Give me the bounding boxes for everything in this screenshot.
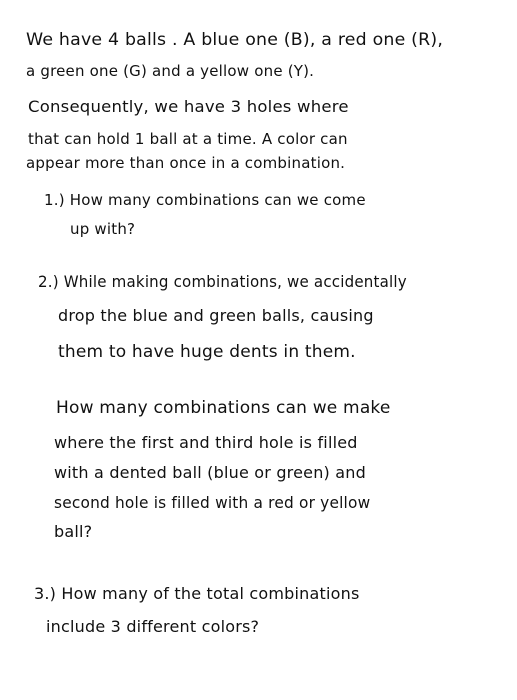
question-3-line-1: 3.) How many of the total combinations <box>34 584 360 603</box>
question-2b-line-5: ball? <box>54 522 93 541</box>
question-2b-line-4: second hole is filled with a red or yellow <box>54 493 371 512</box>
intro-line-2: a green one (G) and a yellow one (Y). <box>26 62 315 80</box>
setup-line-2: that can hold 1 ball at a time. A color can <box>28 130 348 148</box>
question-2-line-3: them to have huge dents in them. <box>58 342 356 362</box>
setup-line-1: Consequently, we have 3 holes where <box>28 97 349 116</box>
question-1-line-1: 1.) How many combinations can we come <box>44 191 366 209</box>
question-2b-line-1: How many combinations can we make <box>56 398 391 418</box>
intro-line-1: We have 4 balls . A blue one (B), a red one (R), <box>26 30 444 50</box>
question-2-line-2: drop the blue and green balls, causing <box>58 306 374 325</box>
question-2b-line-2: where the first and third hole is filled <box>54 433 358 452</box>
question-2b-line-3: with a dented ball (blue or green) and <box>54 463 366 482</box>
setup-line-3: appear more than once in a combination. <box>26 154 346 172</box>
question-3-line-2: include 3 different colors? <box>46 617 260 636</box>
question-2-line-1: 2.) While making combinations, we accidentally <box>38 272 407 291</box>
question-1-line-2: up with? <box>70 220 136 238</box>
